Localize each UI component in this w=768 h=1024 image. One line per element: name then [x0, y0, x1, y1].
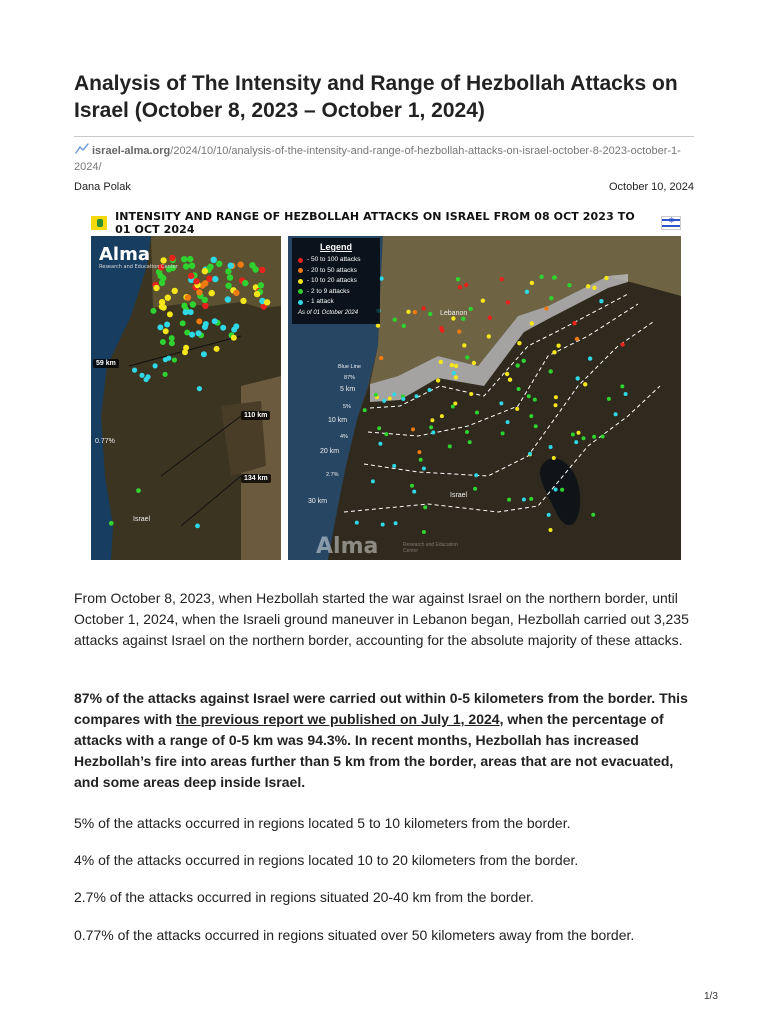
map-legend	[292, 238, 380, 324]
label-134km: 134 km	[241, 474, 271, 483]
attack-point	[620, 342, 624, 346]
attack-point	[363, 408, 367, 412]
attack-point	[225, 268, 231, 274]
label-pct-27: 2.7%	[326, 472, 339, 478]
figure-title: INTENSITY AND RANGE OF HEZBOLLAH ATTACKS ON ISRAEL FROM 08 OCT 2023 TO 01 OCT 2024	[115, 210, 635, 236]
attack-point	[384, 432, 388, 436]
attack-point	[527, 394, 531, 398]
israel-flag-icon	[661, 216, 681, 230]
attack-point	[448, 444, 452, 448]
attack-point	[576, 376, 580, 380]
label-110km: 110 km	[241, 411, 270, 420]
author: Dana Polak	[74, 181, 131, 193]
attack-point	[549, 445, 553, 449]
attack-point	[392, 392, 396, 396]
paragraph-20-40km: 2.7% of the attacks occurred in regions situated 20-40 km from the border.	[74, 889, 534, 905]
attack-point	[160, 275, 166, 281]
legend-as-of: As of 01 October 2024	[298, 309, 359, 316]
attack-point	[462, 343, 466, 347]
attack-point	[586, 284, 590, 288]
attack-point	[604, 276, 608, 280]
legend-swatch	[298, 279, 303, 284]
attack-point	[464, 283, 468, 287]
attack-point	[264, 299, 270, 305]
attack-point	[193, 278, 199, 284]
attack-point	[233, 290, 239, 296]
attack-point	[415, 394, 419, 398]
attack-point	[406, 310, 410, 314]
attack-point	[475, 411, 479, 415]
brand-name: Alma	[99, 244, 151, 265]
legend-swatch	[298, 258, 303, 263]
attack-point	[419, 458, 423, 462]
attack-point	[206, 276, 212, 282]
attack-point	[499, 401, 503, 405]
attack-point	[411, 427, 415, 431]
paragraph-intro: From October 8, 2023, when Hezbollah started the war against Israel on the northern border, until October 1, 2024, when the Israeli ground maneuver in Lebanon began, Hezbollah carried out 3,235 attacks against Israel on the northern border, accounting for the absolute majority of these attacks.	[74, 590, 689, 648]
attack-point	[429, 425, 433, 429]
attack-point	[180, 320, 186, 326]
attack-point	[183, 309, 189, 315]
attack-point	[506, 300, 510, 304]
attack-point	[505, 372, 509, 376]
attack-point	[212, 318, 218, 324]
attack-point	[556, 344, 560, 348]
attack-point	[163, 372, 168, 377]
legend-label: - 10 to 20 attacks	[307, 277, 357, 284]
attack-point	[560, 488, 564, 492]
attack-point	[454, 364, 458, 368]
attack-point	[211, 257, 217, 263]
attack-point	[401, 397, 405, 401]
attack-point	[410, 484, 414, 488]
attack-point	[428, 388, 432, 392]
source-url[interactable]	[74, 143, 694, 175]
publish-date: October 10, 2024	[608, 181, 694, 193]
attack-point	[571, 433, 575, 437]
attack-point	[132, 368, 137, 373]
attack-point	[203, 321, 209, 327]
attack-point	[225, 296, 231, 302]
attack-point	[554, 488, 558, 492]
attack-point	[231, 335, 237, 341]
attack-point	[374, 393, 378, 397]
attack-point	[139, 373, 144, 378]
map-detail	[288, 236, 681, 560]
attack-point	[515, 407, 519, 411]
attack-point	[454, 375, 458, 379]
attack-point	[371, 479, 375, 483]
label-10km: 10 km	[328, 417, 348, 424]
label-lebanon: Lebanon	[440, 310, 468, 317]
attack-point	[394, 521, 398, 525]
attack-point	[214, 346, 220, 352]
attack-point	[392, 464, 396, 468]
source-host[interactable]: israel-alma.org	[92, 145, 171, 157]
attack-point	[533, 398, 537, 402]
attack-point	[422, 467, 426, 471]
attack-point	[163, 328, 169, 334]
label-pct-077: 0.77%	[95, 438, 115, 445]
attack-point	[413, 310, 417, 314]
attack-point	[393, 318, 397, 322]
attack-point	[539, 275, 543, 279]
attack-point	[220, 325, 226, 331]
label-20km: 20 km	[320, 448, 340, 455]
attack-point	[196, 289, 202, 295]
attack-point	[188, 309, 194, 315]
alma-watermark: Alma	[316, 534, 379, 559]
attack-point	[183, 263, 189, 269]
attack-point	[402, 324, 406, 328]
page-number: 1/3	[704, 991, 718, 1002]
attack-point	[469, 392, 473, 396]
alma-watermark-subtitle: Research and Education Center	[403, 542, 458, 554]
legend-item	[298, 287, 374, 298]
attack-point	[381, 523, 385, 527]
attack-point	[500, 277, 504, 281]
attack-point	[451, 405, 455, 409]
attack-point	[522, 498, 526, 502]
attack-point	[574, 440, 578, 444]
attack-point	[472, 361, 476, 365]
attack-point	[549, 369, 553, 373]
previous-report-link[interactable]: the previous report we published on July 1, 2024	[175, 711, 500, 727]
attack-point	[185, 294, 191, 300]
attack-point	[430, 418, 434, 422]
attack-point	[582, 436, 586, 440]
alma-logo	[99, 246, 178, 270]
attack-point	[189, 332, 195, 338]
paragraph-key-finding	[74, 688, 694, 793]
attack-point	[431, 431, 435, 435]
attack-point	[164, 322, 170, 328]
legend-item	[298, 276, 374, 287]
attack-point	[182, 349, 188, 355]
attack-point	[216, 261, 222, 267]
legend-swatch	[298, 268, 303, 273]
attack-point	[525, 290, 529, 294]
attack-point	[355, 521, 359, 525]
label-pct-87: 87%	[344, 375, 356, 381]
label-pct-4: 4%	[340, 434, 348, 440]
attack-point	[529, 414, 533, 418]
label-israel-right: Israel	[450, 492, 468, 499]
attack-point	[165, 295, 171, 301]
attack-point	[202, 268, 208, 274]
paragraph-5-10km: 5% of the attacks occurred in regions located 5 to 10 kilometers from the border.	[74, 815, 571, 831]
label-pct-5: 5%	[343, 404, 351, 410]
attack-point	[422, 530, 426, 534]
title-divider	[74, 136, 694, 137]
attack-point	[169, 335, 175, 341]
attack-point	[238, 261, 244, 267]
attack-point	[620, 384, 624, 388]
attack-point	[544, 306, 548, 310]
attack-point	[517, 341, 521, 345]
attack-point	[450, 363, 454, 367]
legend-item	[298, 255, 374, 266]
paragraph-over-50km: 0.77% of the attacks occurred in regions situated over 50 kilometers away from the border.	[74, 927, 635, 943]
attack-point	[469, 307, 473, 311]
attack-point	[379, 356, 383, 360]
attack-point	[588, 356, 592, 360]
attack-point	[196, 318, 202, 324]
attack-point	[378, 442, 382, 446]
attack-point	[473, 487, 477, 491]
attack-point	[212, 276, 218, 282]
attack-point	[144, 377, 149, 382]
attack-point	[592, 435, 596, 439]
attack-point	[516, 363, 520, 367]
attack-point	[457, 329, 461, 333]
attack-point	[506, 420, 510, 424]
attack-point	[412, 490, 416, 494]
attack-point	[151, 308, 157, 314]
attack-point	[187, 256, 193, 262]
attack-point	[552, 275, 556, 279]
attack-point	[377, 426, 381, 430]
attack-point	[382, 399, 386, 403]
attack-point	[567, 283, 571, 287]
attack-point	[417, 450, 421, 454]
attack-point	[624, 392, 628, 396]
attack-point	[592, 286, 596, 290]
attack-point	[240, 298, 246, 304]
attack-point	[242, 280, 248, 286]
attack-point	[575, 337, 579, 341]
map-overview	[91, 236, 281, 560]
attack-point	[614, 412, 618, 416]
attack-point	[436, 378, 440, 382]
attack-point	[440, 414, 444, 418]
attack-point	[160, 339, 166, 345]
attack-point	[554, 395, 558, 399]
legend-title: Legend	[319, 242, 352, 252]
attack-point	[508, 378, 512, 382]
attack-point	[196, 330, 202, 336]
attack-point	[201, 351, 207, 357]
key-finding-rest: , when the percentage of attacks with a range of 0-5 km was 94.3%. In recent months, Hezbollah has increased Hezbollah’s fire into areas further than 5 km from the border, areas that are not evacuated, and some areas deep inside Israel.	[74, 711, 674, 790]
attack-point	[189, 263, 195, 269]
legend-label: - 1 attack	[307, 298, 334, 305]
attack-point	[172, 288, 178, 294]
figure-title-bar	[91, 210, 681, 236]
attack-point	[159, 303, 165, 309]
attack-point	[607, 397, 611, 401]
attack-point	[439, 326, 443, 330]
attack-point	[501, 431, 505, 435]
attack-point	[197, 386, 202, 391]
attack-map-figure	[91, 210, 681, 560]
attack-point	[474, 473, 478, 477]
attack-point	[195, 524, 200, 529]
attack-point	[109, 521, 114, 526]
attack-point	[259, 267, 265, 273]
attack-point	[549, 296, 553, 300]
attack-point	[258, 282, 264, 288]
attack-point	[522, 359, 526, 363]
attack-point	[157, 324, 163, 330]
attack-point	[552, 456, 556, 460]
attack-point	[225, 283, 231, 289]
legend-swatch	[298, 300, 303, 305]
attack-point	[601, 435, 605, 439]
attack-point	[481, 299, 485, 303]
attack-point	[456, 277, 460, 281]
hezbollah-flag-icon	[91, 216, 107, 230]
attack-point	[181, 256, 187, 262]
attack-point	[530, 281, 534, 285]
attack-point	[529, 497, 533, 501]
label-blue-line: Blue Line	[338, 364, 361, 370]
label-30km: 30 km	[308, 498, 328, 505]
attack-point	[228, 263, 234, 269]
legend-swatch	[298, 289, 303, 294]
attack-point	[577, 431, 581, 435]
attack-point	[163, 357, 168, 362]
source-path[interactable]: /2024/10/10/analysis-of-the-intensity-and-range-of-hezbollah-attacks-on-israel-october-8-2023-october-1-2024/	[74, 145, 681, 173]
attack-point	[439, 360, 443, 364]
attack-point	[528, 452, 532, 456]
attack-point	[167, 311, 173, 317]
attack-point	[423, 505, 427, 509]
key-finding-lead: 87% of the attacks against Israel were carried out within 0-5 kilometers from the border. This compares with	[74, 690, 688, 727]
attack-point	[487, 334, 491, 338]
legend-label: - 20 to 50 attacks	[307, 266, 357, 274]
attack-point	[422, 306, 426, 310]
attack-point	[572, 321, 576, 325]
attack-point	[461, 317, 465, 321]
attack-point	[428, 312, 432, 316]
attack-point	[507, 498, 511, 502]
attack-point	[465, 430, 469, 434]
attack-point	[549, 528, 553, 532]
link-icon	[74, 143, 90, 155]
attack-point	[583, 382, 587, 386]
attack-point	[202, 297, 208, 303]
map-overview-graphic	[91, 236, 281, 560]
attack-point	[190, 301, 196, 307]
attack-point	[188, 273, 194, 279]
label-israel-left: Israel	[133, 516, 151, 523]
legend-item	[298, 266, 374, 277]
attack-point	[231, 327, 237, 333]
byline	[74, 181, 694, 193]
attack-point	[227, 274, 233, 280]
attack-point	[599, 299, 603, 303]
attack-point	[517, 387, 521, 391]
attack-point	[530, 321, 534, 325]
attack-point	[534, 424, 538, 428]
attack-point	[254, 291, 260, 297]
legend-label: - 2 to 9 attacks	[307, 287, 350, 295]
attack-point	[169, 340, 175, 346]
attack-point	[468, 440, 472, 444]
attack-point	[458, 285, 462, 289]
attack-point	[153, 285, 159, 291]
label-5km: 5 km	[340, 386, 356, 393]
attack-point	[376, 323, 380, 327]
attack-point	[465, 355, 469, 359]
label-59km: 59 km	[93, 359, 119, 368]
attack-point	[554, 403, 558, 407]
attack-point	[202, 303, 208, 309]
attack-point	[209, 290, 215, 296]
legend-item	[298, 297, 374, 308]
attack-point	[488, 316, 492, 320]
attack-point	[452, 371, 456, 375]
brand-subtitle: Research and Education Center	[99, 264, 178, 270]
attack-point	[552, 350, 556, 354]
attack-point	[388, 397, 392, 401]
attack-point	[547, 513, 551, 517]
paragraph-10-20km: 4% of the attacks occurred in regions located 10 to 20 kilometers from the border.	[74, 852, 579, 868]
attack-point	[172, 357, 177, 362]
legend-label: - 50 to 100 attacks	[307, 256, 361, 263]
attack-point	[153, 363, 158, 368]
attack-point	[591, 513, 595, 517]
article-title: Analysis of The Intensity and Range of Hezbollah Attacks on Israel (October 8, 2023 – October 1, 2024)	[74, 72, 678, 122]
attack-point	[249, 262, 255, 268]
attack-point	[136, 488, 141, 493]
